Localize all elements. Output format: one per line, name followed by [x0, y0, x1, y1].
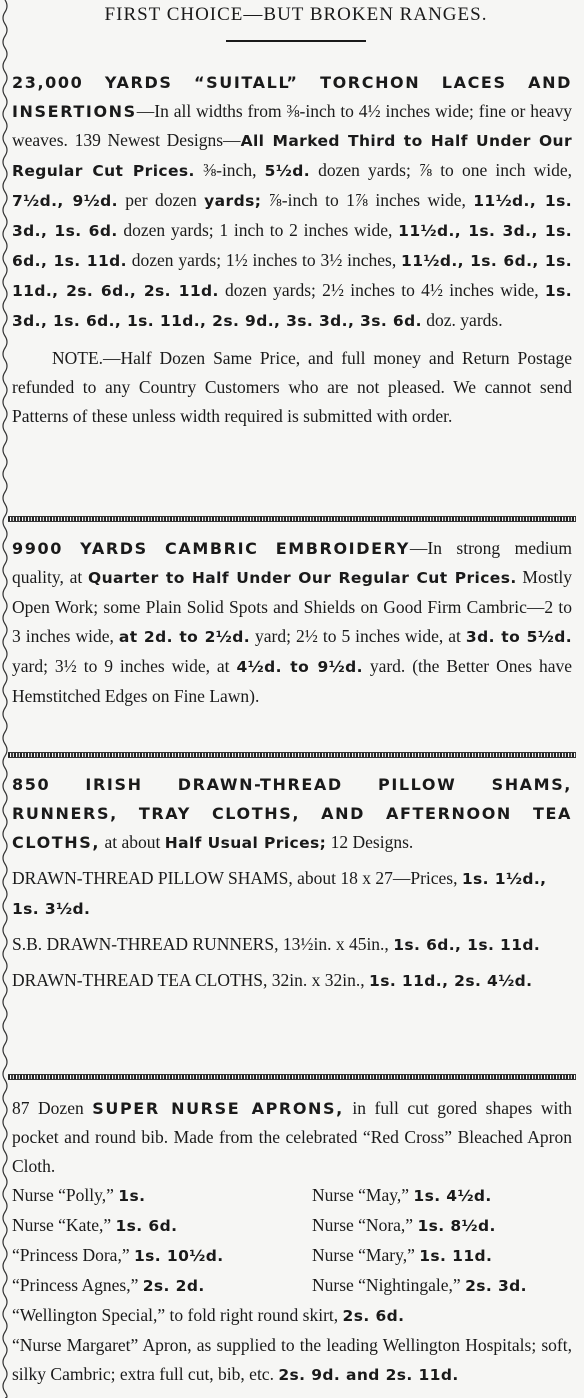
drawn-thread-body: at about [100, 832, 165, 852]
cambric-discount: Quarter to Half Under Our Regular Cut Prices. [88, 569, 517, 587]
drawn-thread-body: 12 Designs. [326, 832, 414, 852]
torchon-body: dozen yards; 2½ inches to 4½ inches wide, [218, 280, 545, 300]
item-text: S.B. DRAWN-THREAD RUNNERS, 13½in. x 45in., [12, 934, 394, 954]
apron-price: 1s. 11d. [419, 1247, 493, 1265]
apron-price: 2s. 3d. [465, 1277, 527, 1295]
price: 7½d., 9½d. [12, 192, 118, 210]
drawn-thread-discount: Half Usual Prices; [164, 834, 327, 852]
torchon-body: ⅞-inch to 1⅞ inches wide, [261, 190, 474, 210]
cambric-body: Mostly Open Work; some Plain Solid Spots and Shields on Good Firm Cambric—2 to 3 inches wide, [12, 567, 572, 646]
drawn-thread-item [12, 864, 572, 924]
apron-name: Nurse “May,” [312, 1185, 414, 1205]
aprons-lead: 87 Dozen [12, 1098, 93, 1118]
apron-price: 2s. 2d. [142, 1277, 205, 1295]
apron-item [312, 1271, 572, 1301]
torchon-body: per dozen [117, 190, 205, 210]
nurse-margaret [12, 1331, 572, 1390]
torchon-body: dozen yards; 1 inch to 2 inches wide, [117, 220, 399, 240]
apron-name: “Princess Agnes,” [12, 1275, 143, 1295]
item-price: 1s. 11d., 2s. 4½d. [369, 972, 533, 990]
price: 1s. 3d., 1s. 6d., 1s. 11d., 2s. 9d., 3s. 3d., 3s. 6d. [12, 282, 572, 330]
cambric-paragraph [12, 534, 572, 711]
margaret-text: “Nurse Margaret” Apron, as supplied to the leading Wellington Hospitals; soft, silky Cambric; extra full cut, bib, etc. [12, 1335, 572, 1384]
drawn-thread-title: 850 IRISH DRAWN-THREAD PILLOW SHAMS, RUNNERS, TRAY CLOTHS, AND AFTERNOON TEA CLOTHS, [12, 775, 572, 852]
apron-price: 1s. 6d. [115, 1217, 178, 1235]
price: 3d. to 5½d. [465, 628, 572, 646]
wellington-special [12, 1301, 572, 1331]
item-text: DRAWN-THREAD TEA CLOTHS, 32in. x 32in., [12, 970, 370, 990]
section-rule [8, 752, 576, 758]
torchon-body: doz. yards. [421, 310, 503, 330]
apron-price: 1s. 4½d. [413, 1187, 492, 1205]
section-cambric-embroidery [12, 534, 572, 711]
torchon-note: NOTE.—Half Dozen Same Price, and full money and Return Postage refunded to any Country Customers who are not pleased. We cannot send Patterns of these unless width required is submitted with order. [12, 348, 572, 426]
item-price: 1s. 6d., 1s. 11d. [393, 936, 541, 954]
apron-item [12, 1181, 312, 1211]
cambric-body: —In strong medium quality, at [12, 538, 572, 587]
apron-name: Nurse “Nora,” [312, 1215, 418, 1235]
advertisement-page [12, 0, 580, 42]
apron-item [12, 1241, 312, 1271]
aprons-intro [12, 1094, 572, 1181]
drawn-thread-item [12, 966, 572, 996]
torchon-paragraph [12, 68, 572, 336]
apron-item [12, 1211, 312, 1241]
apron-name: “Princess Dora,” [12, 1245, 134, 1265]
torchon-body: yards; [204, 192, 262, 210]
price: 5½d. [264, 162, 310, 180]
cambric-title: 9900 YARDS CAMBRIC EMBROIDERY [12, 539, 410, 558]
cambric-body: yard; 3½ to 9 inches wide, at [12, 656, 237, 676]
apron-item [312, 1211, 572, 1241]
section-rule [8, 1074, 576, 1080]
heading-rule [226, 40, 366, 42]
cambric-body: yard. (the Better Ones have Hemstitched Edges on Fine Lawn). [12, 656, 573, 706]
price: at 2d. to 2½d. [118, 628, 251, 646]
apron-price-grid [12, 1181, 572, 1301]
section-nurse-aprons [12, 1094, 572, 1390]
torchon-body: dozen yards; ⅞ to one inch wide, [310, 160, 572, 180]
price: 11½d., 1s. 3d., 1s. 6d. [12, 192, 572, 240]
price: 4½d. to 9½d. [236, 658, 363, 676]
section-drawn-thread [12, 770, 572, 996]
wellington-price: 2s. 6d. [342, 1307, 405, 1325]
apron-item [312, 1241, 572, 1271]
price: 11½d., 1s. 3d., 1s. 6d., 1s. 11d. [12, 222, 572, 270]
apron-price: 1s. 8½d. [417, 1217, 496, 1235]
aprons-body: in full cut gored shapes with pocket and round bib. Made from the celebrated “Red Cross” Bleached Apron Cloth. [12, 1098, 572, 1176]
section-torchon-laces [12, 68, 572, 431]
item-text: DRAWN-THREAD PILLOW SHAMS, about 18 x 27—Prices, [12, 868, 462, 888]
section-rule [8, 516, 576, 522]
page-heading: FIRST CHOICE—BUT BROKEN RANGES. [104, 4, 488, 25]
torchon-body: dozen yards; 1½ inches to 3½ inches, [126, 250, 402, 270]
apron-price: 1s. [118, 1187, 146, 1205]
torchon-body: —In all widths from ⅜-inch to 4½ inches wide; fine or heavy weaves. 139 Newest Designs— [12, 101, 572, 150]
apron-name: Nurse “Polly,” [12, 1185, 119, 1205]
drawn-thread-item [12, 930, 572, 960]
margaret-price: 2s. 9d. and 2s. 11d. [278, 1366, 459, 1384]
drawn-thread-intro [12, 770, 572, 858]
torchon-title: 23,000 YARDS “SUITALL” TORCHON LACES AND INSERTIONS [12, 73, 572, 121]
item-price: 1s. 1½d., 1s. 3½d. [12, 870, 547, 918]
torchon-discount: All Marked Third to Half Under Our Regular Cut Prices. [12, 132, 572, 180]
apron-price: 1s. 10½d. [133, 1247, 224, 1265]
wavy-margin-border [0, 0, 10, 1398]
price: 11½d., 1s. 6d., 1s. 11d., 2s. 6d., 2s. 11d. [12, 252, 573, 300]
apron-item [12, 1271, 312, 1301]
apron-name: Nurse “Nightingale,” [312, 1275, 466, 1295]
cambric-body: yard; 2½ to 5 inches wide, at [250, 626, 466, 646]
apron-name: Nurse “Kate,” [12, 1215, 116, 1235]
wellington-text: “Wellington Special,” to fold right round skirt, [12, 1305, 343, 1325]
apron-name: Nurse “Mary,” [312, 1245, 420, 1265]
torchon-body: ⅜-inch, [194, 160, 265, 180]
aprons-title: SUPER NURSE APRONS, [92, 1099, 344, 1118]
apron-item [312, 1181, 572, 1211]
